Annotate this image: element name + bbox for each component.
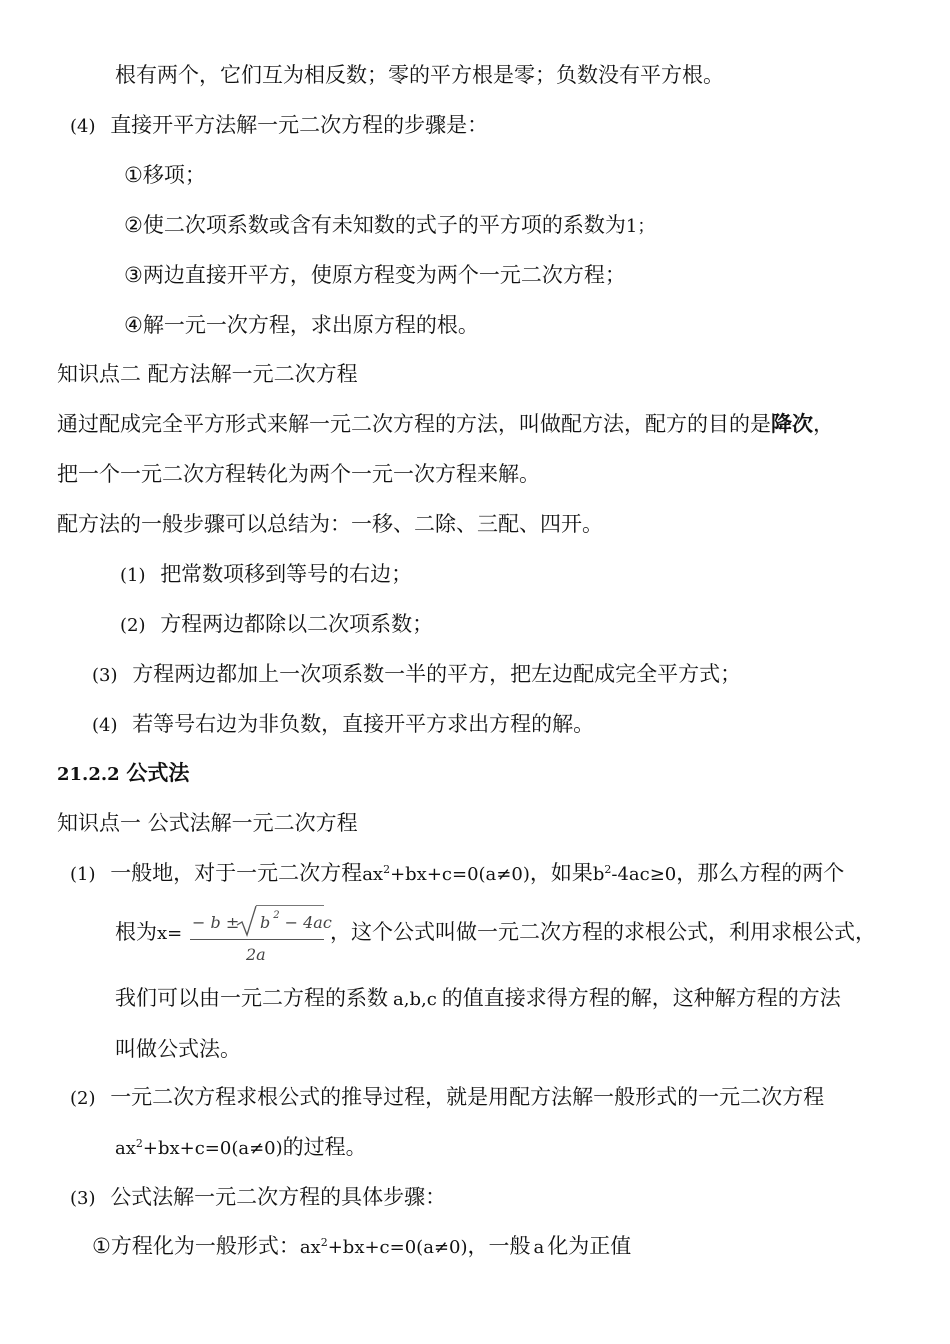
list-item <box>92 709 594 741</box>
text: 知识点二 配方法解一元二次方程 <box>57 362 358 386</box>
item-number: (3) <box>70 1188 96 1209</box>
formula-radicand: b $^2$ − 4ac <box>260 909 332 932</box>
item-number: (4) <box>92 715 118 736</box>
text: 知识点一 公式法解一元二次方程 <box>57 811 358 835</box>
list-item <box>120 559 412 591</box>
formula-x: x= <box>157 923 183 944</box>
fraction-bar <box>190 939 324 940</box>
item-number: (3) <box>92 665 118 686</box>
list-item <box>124 160 206 190</box>
paragraph-line <box>115 1132 367 1164</box>
section-heading <box>57 808 358 838</box>
text: ，这个公式叫做一元二次方程的求根公式，利用求根公式， <box>330 920 876 944</box>
value: 1； <box>625 216 656 237</box>
text: 直接开平方法解一元二次方程的步骤是： <box>110 113 489 137</box>
text: ①方程化为一般形式： <box>92 1234 300 1258</box>
paragraph-line <box>115 983 841 1015</box>
text: 一般地，对于一元二次方程 <box>110 861 363 885</box>
text: 方程两边都除以二次项系数； <box>160 612 434 636</box>
section-heading <box>57 359 358 389</box>
item-number: (1) <box>70 864 96 885</box>
text: ，那么方程的两个 <box>676 861 845 885</box>
variable: a <box>533 1237 545 1258</box>
text: ， <box>813 412 834 436</box>
list-item <box>70 858 844 890</box>
equation: $ax^2+bx+c=0(a\ne 0)$ <box>115 1137 283 1159</box>
text: 一元二次方程求根公式的推导过程，就是用配方法解一般形式的一元二次方程 <box>110 1085 825 1109</box>
list-item <box>92 659 741 691</box>
text: ③两边直接开平方，使原方程变为两个一元二次方程； <box>124 263 626 287</box>
text: 通过配成完全平方形式来解一元二次方程的方法，叫做配方法，配方的目的是 <box>57 412 771 436</box>
paragraph-line <box>115 917 182 949</box>
sqrt-icon <box>236 905 258 937</box>
text: 配方法的一般步骤可以总结为：一移、二除、三配、四开。 <box>57 512 603 536</box>
text-line <box>115 60 724 90</box>
text: 根为 <box>115 920 157 944</box>
list-item <box>120 609 433 641</box>
text: ④解一元一次方程，求出原方程的根。 <box>124 313 479 337</box>
section-number: 21.2.2 <box>57 764 120 785</box>
bold-term: 降次 <box>771 412 813 436</box>
paragraph-line <box>57 459 540 489</box>
text: 把常数项移到等号的右边； <box>160 562 413 586</box>
text: 我们可以由一元二方程的系数 <box>115 986 388 1010</box>
text: 公式法解一元二次方程的具体步骤： <box>110 1185 447 1209</box>
item-number: (1) <box>120 565 146 586</box>
list-item <box>92 1231 631 1263</box>
equation: $ax^2+bx+c=0(a\ne 0)$ <box>299 1236 468 1258</box>
condition: $b^2-4ac\ge 0$ <box>592 863 677 885</box>
paragraph-line <box>115 1034 241 1064</box>
paragraph-line <box>57 509 603 539</box>
list-item <box>124 310 479 340</box>
item-number: (2) <box>70 1088 96 1109</box>
text: ②使二次项系数或含有未知数的式子的平方项的系数为 <box>124 213 626 237</box>
formula-numerator-prefix: − b ± <box>192 913 240 932</box>
text: ，如果 <box>529 861 593 885</box>
text: ①移项； <box>124 163 206 187</box>
text: 根有两个，它们互为相反数；零的平方根是零；负数没有平方根。 <box>115 63 724 87</box>
text: ，一般 <box>467 1234 531 1258</box>
text: 的值直接求得方程的解，这种解方程的方法 <box>441 986 841 1010</box>
section-title: 公式法 <box>126 761 190 785</box>
text: 叫做公式法。 <box>115 1037 241 1061</box>
paragraph-line <box>330 917 876 947</box>
item-number: (4) <box>70 116 96 137</box>
list-item <box>70 1182 446 1214</box>
text: 的过程。 <box>282 1135 367 1159</box>
text: 若等号右边为非负数，直接开平方求出方程的解。 <box>132 712 595 736</box>
text: 方程两边都加上一次项系数一半的平方，把左边配成完全平方式； <box>132 662 742 686</box>
coefficients: a,b,c <box>393 989 437 1010</box>
radical-bar <box>256 905 324 906</box>
item-number: (2) <box>120 615 146 636</box>
list-item <box>70 110 488 142</box>
text: 化为正值 <box>547 1234 632 1258</box>
formula-denominator: 2a <box>246 945 266 964</box>
equation: $ax^2+bx+c=0(a\ne 0)$ <box>362 863 530 885</box>
paragraph-line <box>57 409 834 439</box>
quadratic-formula <box>188 903 332 967</box>
list-item <box>70 1082 824 1114</box>
section-heading <box>57 758 189 790</box>
list-item <box>124 210 655 242</box>
text: 把一个一元二次方程转化为两个一元一次方程来解。 <box>57 462 540 486</box>
list-item <box>124 260 626 290</box>
